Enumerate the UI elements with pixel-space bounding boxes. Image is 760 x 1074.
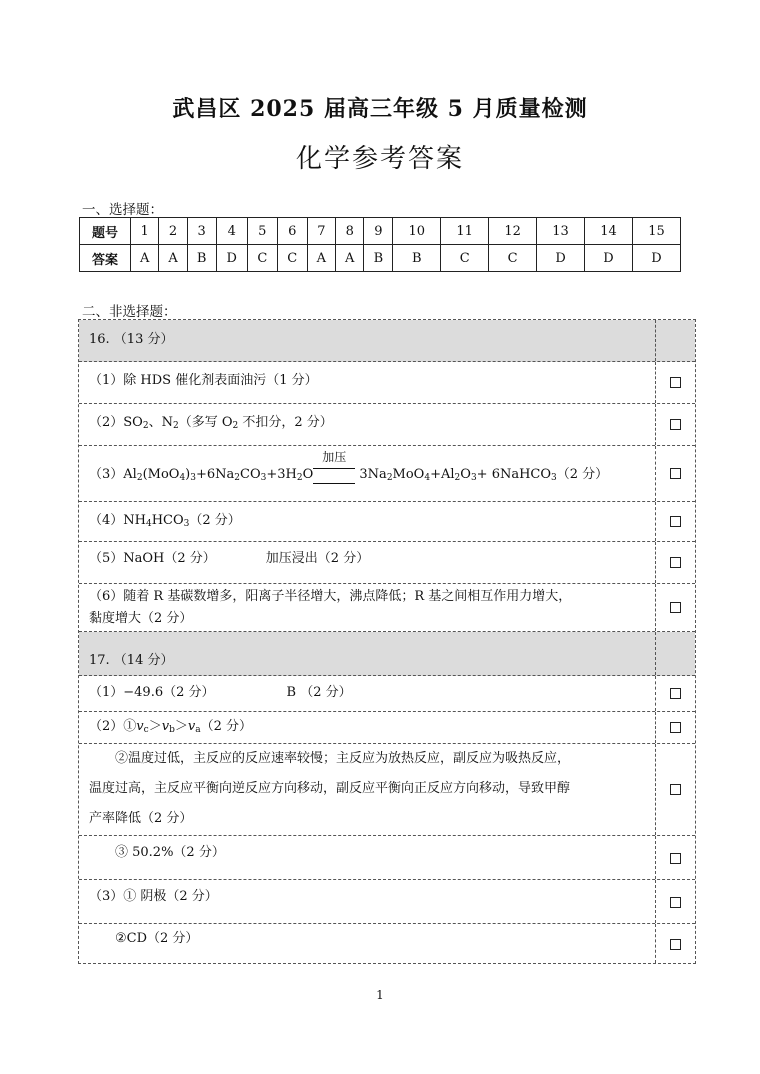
answer-text: ③ 50.2%（2 分） (115, 845, 225, 860)
checkbox-column (655, 676, 695, 711)
checkbox-column (655, 502, 695, 541)
score-checkbox[interactable] (670, 377, 681, 388)
answer-row-16-6 (79, 584, 695, 632)
answer-row-17-2-2 (79, 744, 695, 836)
answer-text: （1）除 HDS 催化剂表面油污（1 分） (89, 373, 318, 388)
score-checkbox[interactable] (670, 897, 681, 908)
answer-text: $(3)Al_2(MoO_4)_3+6Na_2CO_3+3H_2O$ 加压 $3Na_2MoO_4+Al_2O_3+$ 6NaHCO$_3$（2 分） (89, 449, 609, 483)
question-header-16 (79, 320, 695, 362)
answer-text: （1）−49.6（2 分） B （2 分） (89, 685, 352, 700)
table-cell: A (131, 245, 159, 272)
question-number-row (80, 218, 681, 245)
table-cell: 5 (247, 218, 277, 245)
score-checkbox[interactable] (670, 688, 681, 699)
answer-text (89, 584, 645, 632)
question-header-17 (79, 632, 695, 676)
reaction-equals-sign: 加压 (313, 468, 355, 484)
answer-row-17-3-1 (79, 880, 695, 924)
checkbox-column (655, 836, 695, 879)
table-cell: C (247, 245, 277, 272)
table-cell: A (336, 245, 364, 272)
score-checkbox[interactable] (670, 722, 681, 733)
table-cell: D (585, 245, 633, 272)
answer-row-17-1 (79, 676, 695, 712)
score-checkbox[interactable] (670, 557, 681, 568)
answer-text: （5）NaOH（2 分） 加压浸出（2 分） (89, 551, 370, 566)
table-cell: D (537, 245, 585, 272)
table-cell: 12 (489, 218, 537, 245)
checkbox-column (655, 632, 695, 675)
table-cell: 4 (216, 218, 247, 245)
table-cell: B (393, 245, 441, 272)
answer-text: $(2)SO_2$、$N_2$（多写 $O_2$ 不扣分，2 分） (89, 415, 333, 431)
answer-row-17-3-2 (79, 924, 695, 963)
table-cell: 2 (159, 218, 187, 245)
table-cell: A (307, 245, 335, 272)
score-checkbox[interactable] (670, 468, 681, 479)
score-checkbox[interactable] (670, 939, 681, 950)
table-cell: 11 (441, 218, 489, 245)
checkbox-column (655, 320, 695, 361)
multiple-choice-table (79, 217, 681, 272)
answer-text: （3）① 阴极（2 分） (89, 889, 218, 904)
table-cell: A (159, 245, 187, 272)
answer-line: 温度过高，主反应平衡向逆反应方向移动，副反应平衡向正反应方向移动，导致甲醇 (89, 781, 571, 796)
row-label-answer: 答案 (80, 245, 131, 272)
answer-row-16-1 (79, 362, 695, 404)
score-checkbox[interactable] (670, 602, 681, 613)
checkbox-column (655, 744, 695, 835)
answer-box (78, 319, 696, 964)
checkbox-column (655, 404, 695, 445)
table-cell: 8 (336, 218, 364, 245)
answer-row-16-5 (79, 542, 695, 584)
question-header-text: 16. （13 分） (89, 332, 174, 347)
checkbox-column (655, 446, 695, 501)
answer-line: 黏度增大（2 分） (89, 611, 193, 626)
table-cell: 1 (131, 218, 159, 245)
table-cell: C (441, 245, 489, 272)
checkbox-column (655, 924, 695, 963)
answer-line: （6）随着 R 基碳数增多，阳离子半径增大，沸点降低；R 基之间相互作用力增大， (89, 589, 572, 604)
table-cell: 7 (307, 218, 335, 245)
answer-text: $(4)NH_4HCO_3(2$ 分） (89, 513, 241, 529)
checkbox-column (655, 880, 695, 923)
answer-row-16-2 (79, 404, 695, 446)
table-cell: B (187, 245, 216, 272)
answer-text (89, 744, 645, 834)
answer-text: ②CD（2 分） (115, 931, 199, 946)
answer-line: 产率降低（2 分） (89, 811, 193, 826)
answer-line: ②温度过低，主反应的反应速率较慢；主反应为放热反应，副反应为吸热反应， (115, 751, 571, 766)
score-checkbox[interactable] (670, 784, 681, 795)
checkbox-column (655, 542, 695, 583)
answer-row (80, 245, 681, 272)
table-cell: C (489, 245, 537, 272)
checkbox-column (655, 584, 695, 631)
table-cell: 6 (277, 218, 307, 245)
table-cell: 3 (187, 218, 216, 245)
checkbox-column (655, 362, 695, 403)
section-label-choice: 一、选择题： (82, 202, 163, 218)
section-label-nonchoice: 二、非选择题： (82, 304, 177, 320)
page-subtitle: 化学参考答案 (295, 144, 464, 174)
table-cell: B (364, 245, 393, 272)
table-cell: D (632, 245, 680, 272)
checkbox-column (655, 712, 695, 743)
question-header-text: 17. （14 分） (89, 653, 174, 668)
table-cell: C (277, 245, 307, 272)
score-checkbox[interactable] (670, 853, 681, 864)
table-cell: D (216, 245, 247, 272)
score-checkbox[interactable] (670, 419, 681, 430)
row-label-number: 题号 (80, 218, 131, 245)
table-cell: 10 (393, 218, 441, 245)
answer-row-16-4 (79, 502, 695, 542)
table-cell: 9 (364, 218, 393, 245)
answer-row-16-3 (79, 446, 695, 502)
table-cell: 14 (585, 218, 633, 245)
table-cell: 13 (537, 218, 585, 245)
answer-row-17-2 (79, 712, 695, 744)
table-cell: 15 (632, 218, 680, 245)
answer-text: $(2)①v_c>v_b>v_a(2$ 分） (89, 719, 252, 735)
score-checkbox[interactable] (670, 516, 681, 527)
page-title: 武昌区 2025 届高三年级 5 月质量检测 (172, 96, 588, 122)
answer-row-17-2-3 (79, 836, 695, 880)
page-number: 1 (376, 988, 384, 1002)
